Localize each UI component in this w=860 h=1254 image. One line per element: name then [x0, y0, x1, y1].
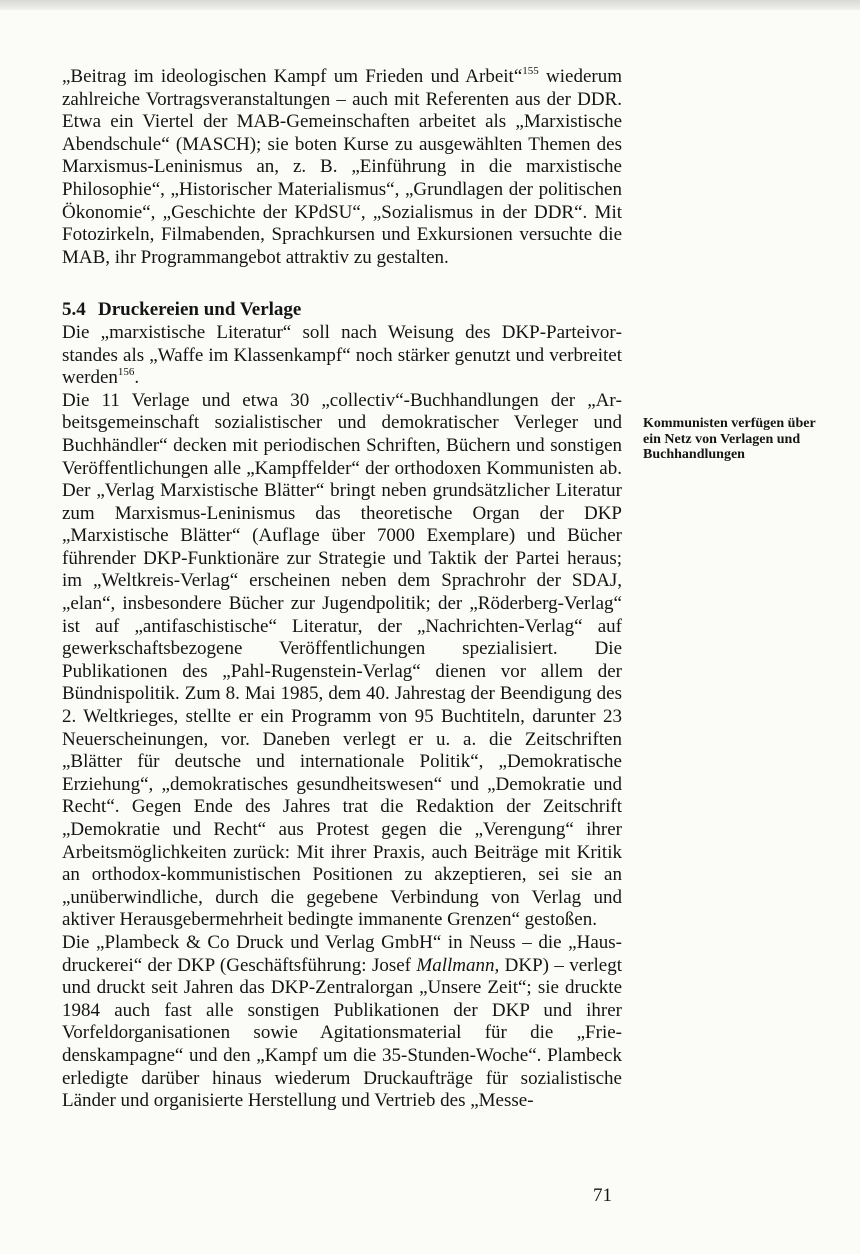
- person-name: Mallmann,: [416, 954, 500, 976]
- paragraph-continued: [62, 66, 622, 269]
- paragraph-literature: [62, 322, 622, 390]
- main-text-column: [62, 66, 622, 1113]
- text-run: „Beitrag im ideologischen Kampf um Frieden und Arbeit“: [62, 66, 523, 87]
- footnote-ref: 156: [117, 365, 135, 378]
- text-run: .: [134, 367, 140, 389]
- page-number: 71: [593, 1185, 612, 1206]
- text-run: DKP) – verlegt und druckt seit Jahren das DKP-Zentralorgan „Unsere Zeit“; sie druckte 1984 auch fast alle sonstigen Publikationen der DKP und ihrer Vorfeldorganisationen sowie Agitationsmaterial für die „Friedenskampagne“ und den „Kampf um die 35-Stunden-Woche“. Plambeck erledigte darüber hinaus wiederum Druckaufträge für sozialistische Länder und organisierte Herstellung und Vertrieb des „Messe-: [62, 954, 622, 1112]
- section-number: 5.4: [62, 299, 86, 321]
- text-run: Die „marxistische Literatur“ soll nach Weisung des DKP-Parteivorstandes als „Waffe im Klassenkampf“ noch stärker genutzt und verbreitet werden: [62, 321, 622, 389]
- margin-note: Kommunisten verfügen über ein Netz von Verlagen und Buchhandlungen: [643, 416, 816, 462]
- paragraph-plambeck: [62, 932, 622, 1113]
- section-title: Druckereien und Verlage: [98, 299, 302, 321]
- footnote-ref: 155: [522, 64, 539, 77]
- text-run: Die „Plambeck & Co Druck und Verlag GmbH“ in Neuss – die „Hausdruckerei“ der DKP (Geschäftsführung: Josef: [62, 931, 622, 976]
- paragraph-publishers: [62, 390, 622, 932]
- text-run: wiederum zahlreiche Vortragsveranstaltungen – auch mit Referenten aus der DDR. Etwa ein Viertel der MAB-Gemeinschaften arbeitet als „Marxistische Abendschule“ (MASCH); sie boten Kurse zu ausgewählten Themen des Marxismus-Leninismus an, z. B. „Einführung in die marxistische Philosophie“, „Historischer Materialismus“, „Grundlagen der politischen Ökonomie“, „Geschichte der KPdSU“, „Sozialismus in der DDR“. Mit Fotozirkeln, Filmabenden, Sprachkursen und Exkursionen versuchte die MAB, ihr Programmangebot attraktiv zu gestalten.: [62, 66, 622, 268]
- scan-edge: [0, 0, 860, 10]
- text-run: Die 11 Verlage und etwa 30 „collectiv“-Buchhandlungen der „Arbeitsgemeinschaft sozialistischer und demokratischer Verleger und Buchhändler“ decken mit periodischen Schriften, Büchern und sonstigen Veröffentlichungen alle „Kampffelder“ der orthodoxen Kommunisten ab. Der „Verlag Marxistische Blätter“ bringt neben grundsätzlicher Literatur zum Marxismus-Leninismus das theoretische Organ der DKP „Marxistische Blätter“ (Auflage über 7000 Exemplare) und Bücher führender DKP-Funktionäre zur Strategie und Taktik der Partei heraus; im „Weltkreis-Verlag“ erscheinen neben dem Sprachrohr der SDAJ, „elan“, insbesondere Bücher zur Jugendpolitik; der „Röderberg-Verlag“ ist auf „antifaschistische“ Literatur, der „Nachrichten-Verlag“ auf gewerkschaftsbezogene Veröffentlichungen spezialisiert. Die Publikationen des „Pahl-Rugenstein-Verlag“ dienen vor allem der Bündnispolitik. Zum 8. Mai 1985, dem 40. Jahrestag der Beendigung des 2. Weltkrieges, stellte er ein Programm von 95 Buchtiteln, darunter 23 Neuerscheinungen, vor. Daneben verlegt er u. a. die Zeitschriften „Blätter für deutsche und internationale Politik“, „Demokratische Erziehung“, „demokratisches gesundheitswesen“ und „Demokratie und Recht“. Gegen Ende des Jahres trat die Redaktion der Zeitschrift „Demokratie und Recht“ aus Protest gegen die „Verengung“ ihrer Arbeitsmöglichkeiten zurück: Mit ihrer Praxis, auch Beiträge mit Kritik an orthodox-kommunistischen Positionen zu akzeptieren, sei sie an „unüberwindliche, durch die gegebene Verbindung von Verlag und aktiver Herausgebermehrheit bedingte immanente Grenzen“ gestoßen.: [62, 389, 622, 931]
- section-heading: [62, 299, 622, 322]
